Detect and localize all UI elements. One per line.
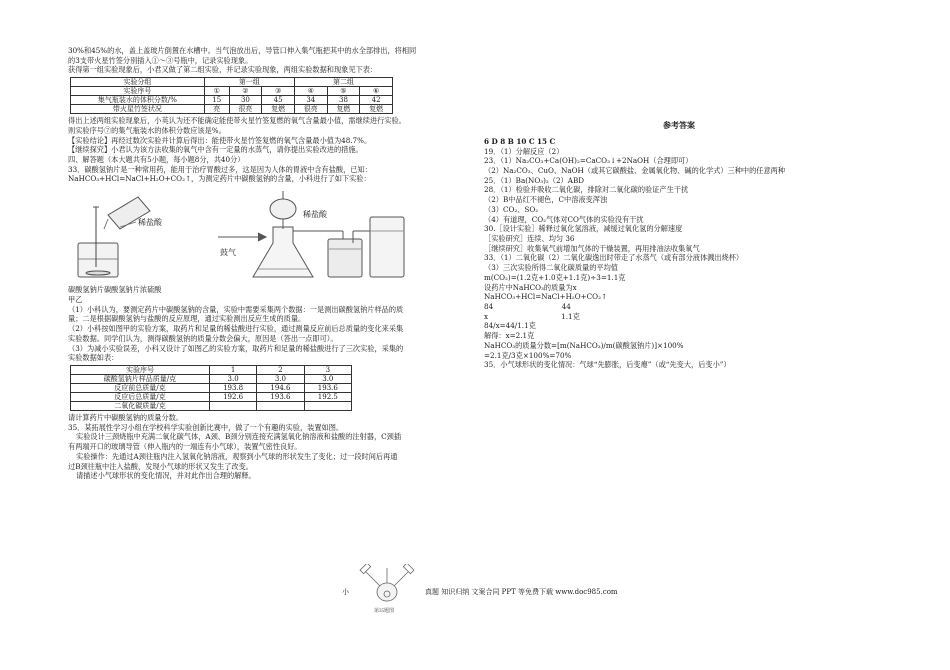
- figure-caption: 甲乙: [68, 294, 83, 304]
- air-label: 鼓气: [220, 248, 236, 258]
- table-cell: 192.5: [304, 392, 351, 401]
- table-row: [71, 78, 393, 87]
- table-cell: 很亮: [229, 105, 262, 114]
- table-cell: 反应后总质量/克: [71, 392, 210, 401]
- text-line: 量；二是根据碳酸氢钠与盐酸的反应原理，通过实验测出反应生成的质量。: [68, 314, 306, 324]
- right-column: [484, 120, 864, 370]
- table-cell: 193.6: [304, 383, 351, 392]
- table-row: [71, 374, 352, 383]
- table-cell: 第二组: [294, 78, 392, 87]
- table-cell: 194.6: [257, 383, 304, 392]
- answer-line: =2.1克/3克×100%=70%: [484, 350, 572, 360]
- text-line: 有两端开口的玻璃导管（伸入瓶内的一端连有小气球），装置气密性良好。: [68, 442, 302, 452]
- answer-line: ［继续研究］收集氧气前增加气体的干燥装置，再用排油法收集氧气: [484, 243, 700, 253]
- table-cell: 实验序号: [71, 365, 210, 374]
- table-row: [71, 401, 352, 410]
- answer-line: （3）CO₂、SO₂: [484, 204, 539, 214]
- section-heading: 四、解答题（本大题共有5小题，每小题8分，共40分）: [68, 155, 245, 165]
- answer-title: 参考答案: [663, 120, 695, 130]
- answer-line: 6 D 8 B 10 C 15 C: [484, 136, 556, 146]
- table-cell: 实验序号: [71, 87, 205, 96]
- table-cell: 2: [257, 365, 304, 374]
- text-line: 实验数据如表：: [68, 353, 119, 363]
- table-cell: 3.0: [304, 374, 351, 383]
- table-cell: ③: [262, 87, 295, 96]
- text-line: 请描述小气球形状的变化情况，并对此作出合理的解释。: [76, 471, 256, 481]
- answer-line: （2）B中品红不褪色，C中溶液变浑浊: [484, 195, 608, 205]
- table-cell: 1: [209, 365, 256, 374]
- table-cell: 3: [304, 365, 351, 374]
- acid-label-2: 稀盐酸: [303, 210, 327, 220]
- table-cell: 38: [327, 96, 360, 105]
- intro-line: 30%和45%的水，盖上盖玻片倒置在水槽中。当气泡放出后，导管口伸入集气瓶把其中的水全部排出，将相同: [68, 46, 417, 55]
- answer-line: 84/x=44/1.1克: [484, 321, 536, 331]
- table-cell: 45: [262, 96, 295, 105]
- table-cell: 30: [229, 96, 262, 105]
- figure-caption: 第35题图: [374, 609, 395, 614]
- table-row: [71, 96, 393, 105]
- text-line: NaHCO₃+HCl=NaCl+H₂O+CO₂↑，为测定药片中碳酸氢钠的含量，小科进行了如下实验：: [68, 174, 371, 184]
- text-line: 得出上述两组实验现象后，小英认为还不能确定能使带火星竹签复燃的氧气含量最小值，需继续进行实验。: [68, 116, 406, 126]
- table-cell: 反应前总质量/克: [71, 383, 210, 392]
- answer-line: 解得：x=2.1克: [484, 331, 535, 341]
- answer-line: 19．（1）分解反应（2）: [484, 146, 564, 156]
- answer-line: ［实验研究］连续、均匀 36: [484, 233, 575, 243]
- text-line: 【继续探究】小君认为该方法收集的氧气中含有一定量的水蒸气，请你提出实验改进的措施。: [68, 145, 363, 155]
- table-cell: 亮: [204, 105, 229, 114]
- text-line: 则实验序号⑦的集气瓶装水的体积分数应该是%。: [68, 125, 226, 135]
- table-row: [71, 392, 352, 401]
- answer-line: （3）三次实验所得二氧化碳质量的平均值: [484, 263, 618, 273]
- answer-line: 35．小气球形状的变化情况：气球“先膨胀，后变瘪”（或“先变大，后变小”）: [484, 360, 731, 370]
- table-cell: 集气瓶装水的体积分数/%: [71, 96, 205, 105]
- text-line: 过B颈往瓶中注入盐酸，发现小气球的形状又发生了改变。: [68, 461, 253, 471]
- answer-line: 33．（1）二氧化碳（2）二氧化碳逸出时带走了水蒸气（或有部分液体溅出烧杯）: [484, 253, 744, 263]
- acid-label-1: 稀盐酸: [138, 218, 162, 228]
- text-line: （3）为减小实验误差，小科又设计了如图乙的实验方案，取药片和足量的稀盐酸进行了三次实验，采集的: [68, 343, 404, 353]
- table-cell: 42: [360, 96, 393, 105]
- three-neck-flask-icon: [352, 564, 422, 614]
- answer-line: 23．（1）Na₂CO₃+Ca(OH)₂=CaCO₃↓+2NaOH（合理即可）: [484, 156, 693, 166]
- table-cell: 3.0: [257, 374, 304, 383]
- answer-line: （2）Na₂CO₃、CuO、NaOH（或其它碳酸盐、金属氧化物、碱的化学式）三种中的任意两种: [484, 165, 786, 175]
- answer-line: NaHCO₃的质量分数=[m(NaHCO₃)/m(碳酸氢钠片)]×100%: [484, 340, 684, 350]
- answer-line: m(CO₂)=(1.2克+1.0克+1.1克)÷3=1.1克: [484, 272, 626, 282]
- answer-line: 25．（1）Ba(NO₃)₂（2）ABD: [484, 175, 584, 185]
- footer-note: 真题 知识归纳 文案合同 PPT 等免费下载 www.doc985.com: [425, 588, 618, 596]
- text-line: 【实验结论】再经过数次实验并计算后得出：能使带火星竹签复燃的氧气含量最小值为48.7%。: [68, 135, 372, 145]
- table-cell: ⑤: [327, 87, 360, 96]
- table-row: [71, 383, 352, 392]
- table-cell: ②: [229, 87, 262, 96]
- table-cell: 复燃: [327, 105, 360, 114]
- answer-line: x 1.1克: [484, 311, 580, 321]
- table-cell: 193.6: [257, 392, 304, 401]
- table-cell: 复燃: [262, 105, 295, 114]
- table-row: [71, 365, 352, 374]
- table-cell: [304, 401, 351, 410]
- text-line: 33．碳酸氢钠片是一种常用药，能用于治疗胃酸过多，这是因为人体的胃液中含有盐酸，已知：: [68, 164, 372, 174]
- figure-caption: 碳酸氢钠片碳酸氢钠片浓硫酸: [68, 285, 162, 295]
- table-cell: 二氧化碳质量/克: [71, 401, 210, 410]
- experiment-table-1: [70, 77, 393, 114]
- text-line: 实验数据。同学们认为，测得碳酸氢钠的质量分数会偏大，原因是（答出一点即可）。: [68, 333, 338, 343]
- text-line: （2）小科按如图甲的实验方案，取药片和足量的稀盐酸进行实验，通过测量反应前后总质量的变化来采集: [68, 324, 404, 334]
- table-cell: 3.0: [209, 374, 256, 383]
- table-cell: ④: [294, 87, 327, 96]
- answer-line: 84 44: [484, 302, 571, 312]
- footer-small-text: 小: [342, 588, 349, 596]
- table-cell: [209, 401, 256, 410]
- table-cell: 实验分组: [71, 78, 205, 87]
- table-cell: 193.8: [209, 383, 256, 392]
- answer-line: （4）有道理，CO₂气体对CO气体的实验没有干扰: [484, 214, 644, 224]
- experiment-table-2: [70, 365, 352, 411]
- table-row: [71, 105, 393, 114]
- flask-setup-icon: [218, 191, 404, 277]
- text-line: 实验设计三颈烧瓶中充满二氧化碳气体，A颈、B颈分别连接充满氢氧化钠溶液和盐酸的注射器，C颈插: [76, 432, 402, 442]
- text-line: 请计算药片中碳酸氢钠的质量分数。: [68, 412, 184, 422]
- answer-line: 设药片中NaHCO₃的质量为x: [484, 282, 577, 292]
- beaker-setup-icon: [78, 197, 150, 277]
- apparatus-diagram: [68, 187, 474, 283]
- text-line: 35．某拓展性学习小组在学校科学实验创新比赛中，做了一个有趣的实验，装置如图。: [68, 422, 344, 432]
- table-cell: [257, 401, 304, 410]
- answer-line: 30.［设计实验］稀释过氧化氢溶液，减缓过氧化氢的分解速度: [484, 224, 683, 234]
- answer-line: NaHCO₃+HCl=NaCl+H₂O+CO₂↑: [484, 292, 607, 302]
- left-column: [68, 46, 474, 481]
- table-cell: 复燃: [360, 105, 393, 114]
- text-line: 实验操作：先通过A颈往瓶内注入氢氧化钠溶液，观察到小气球的形状发生了变化；过一段时间后再通: [76, 451, 398, 461]
- table-cell: 34: [294, 96, 327, 105]
- table-cell: 带火星竹签状况: [71, 105, 205, 114]
- table-cell: 很亮: [294, 105, 327, 114]
- intro-line: 获得第一组实验现象后，小君又做了第二组实验，并记录实验现象，两组实验数据和现象见下表：: [68, 65, 378, 75]
- table-row: [71, 87, 393, 96]
- table-cell: 第一组: [204, 78, 294, 87]
- table-cell: ①: [204, 87, 229, 96]
- table-cell: ⑥: [360, 87, 393, 96]
- intro-line: 的3支带火星竹签分别插入①～③号瓶中，记录实验现象。: [68, 55, 253, 65]
- table-cell: 15: [204, 96, 229, 105]
- apparatus-figure: [68, 187, 474, 283]
- table-cell: 碳酸氢钠片样品质量/克: [71, 374, 210, 383]
- table-cell: 192.6: [209, 392, 256, 401]
- text-line: （1）小科认为，要测定药片中碳酸氢钠的含量，实验中需要采集两个数据：一是测出碳酸氢钠片样品的质: [68, 304, 404, 314]
- answer-line: 28．（1）检验并吸收二氧化碳，排除对二氧化碳的验证产生干扰: [484, 185, 689, 195]
